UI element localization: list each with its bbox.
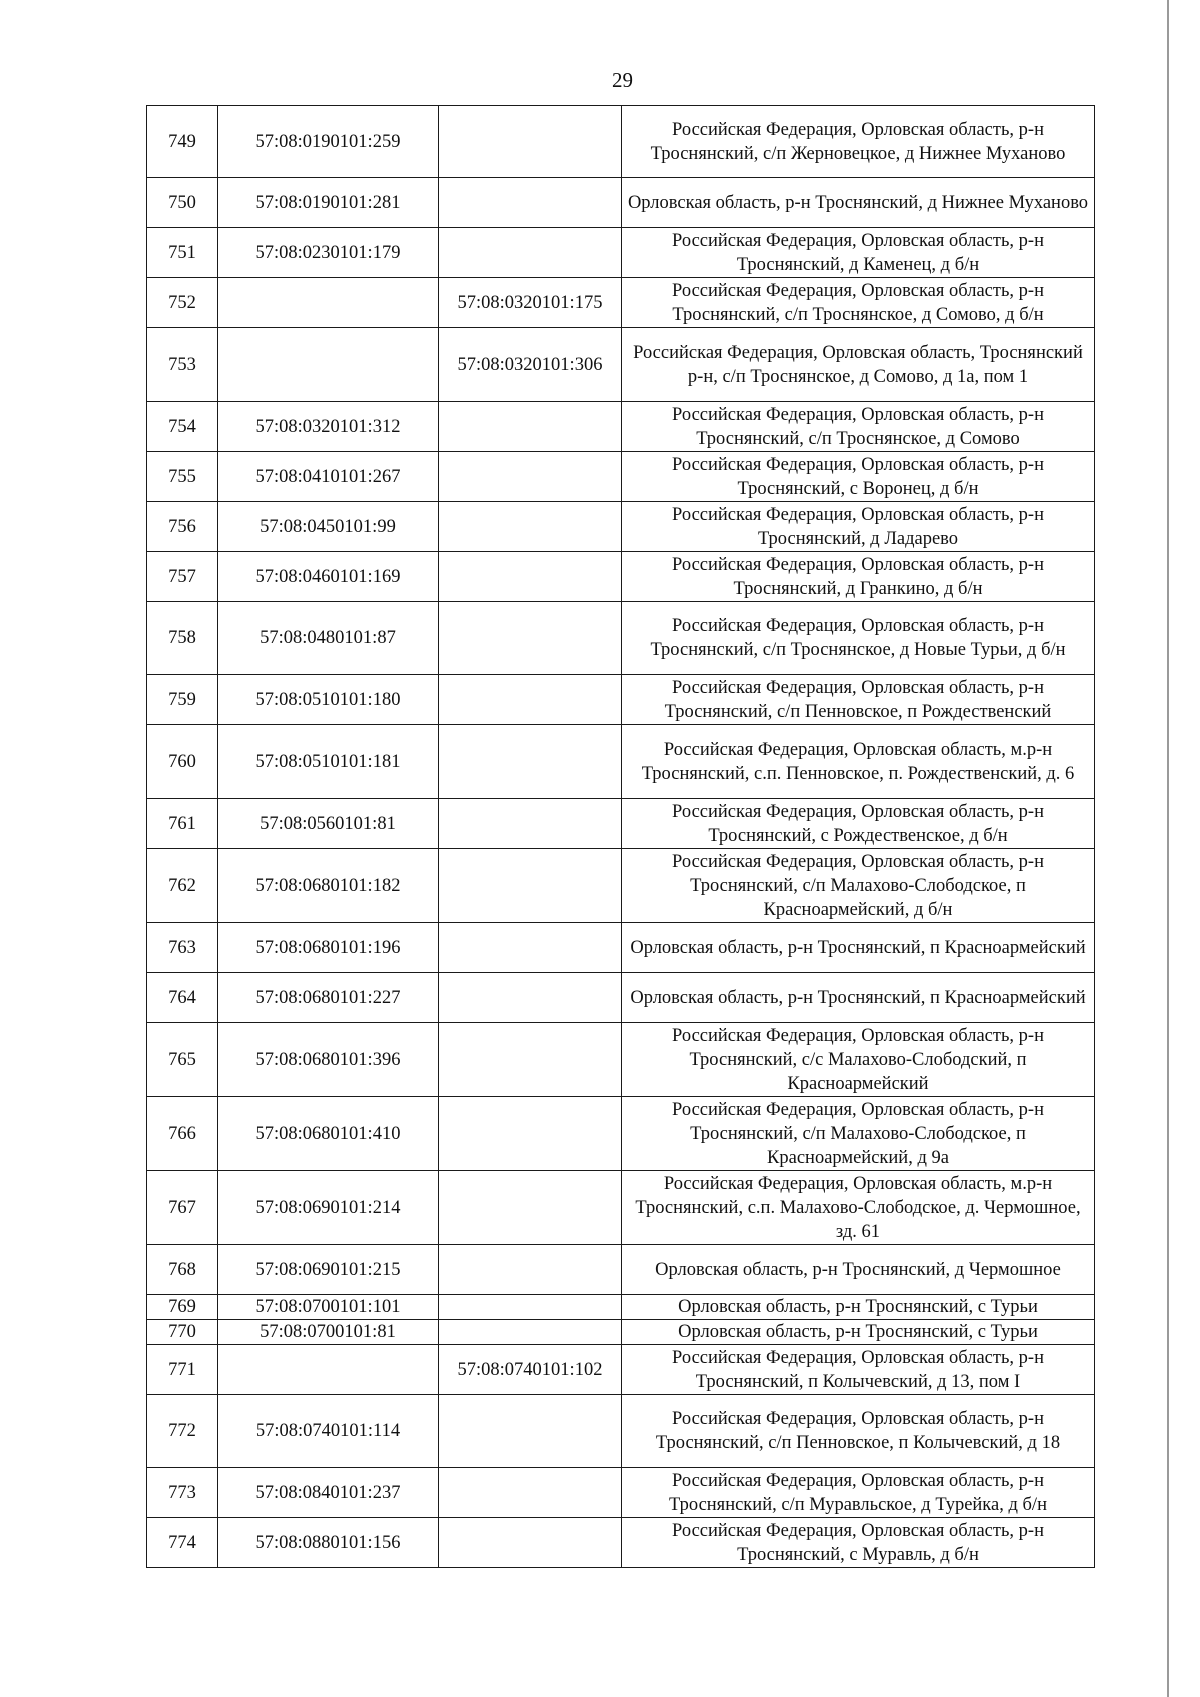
parent-cadastral-number: 57:08:0740101:102 xyxy=(439,1345,622,1395)
scan-edge-rule xyxy=(1167,0,1169,1697)
row-number: 755 xyxy=(147,452,218,502)
address: Российская Федерация, Орловская область, р-н Троснянский, с/п Троснянское, д Сомово xyxy=(622,402,1095,452)
table-row xyxy=(147,402,1095,452)
cadastral-number xyxy=(218,328,439,402)
cadastral-number: 57:08:0460101:169 xyxy=(218,552,439,602)
address: Орловская область, р-н Троснянский, д Чермошное xyxy=(622,1245,1095,1295)
address: Российская Федерация, Орловская область, р-н Троснянский, с/п Малахово-Слободское, п Красноармейский, д б/н xyxy=(622,849,1095,923)
parent-cadastral-number xyxy=(439,1518,622,1568)
cadastral-number: 57:08:0700101:81 xyxy=(218,1320,439,1345)
address: Российская Федерация, Орловская область, р-н Троснянский, д Каменец, д б/н xyxy=(622,228,1095,278)
row-number: 767 xyxy=(147,1171,218,1245)
table-row xyxy=(147,1320,1095,1345)
address: Российская Федерация, Орловская область, р-н Троснянский, с Воронец, д б/н xyxy=(622,452,1095,502)
address: Российская Федерация, Орловская область, р-н Троснянский, с/п Троснянское, д Новые Турьи, д б/н xyxy=(622,602,1095,675)
row-number: 774 xyxy=(147,1518,218,1568)
row-number: 751 xyxy=(147,228,218,278)
cadastral-number: 57:08:0410101:267 xyxy=(218,452,439,502)
cadastral-number: 57:08:0700101:101 xyxy=(218,1295,439,1320)
cadastral-number: 57:08:0690101:214 xyxy=(218,1171,439,1245)
cadastral-number: 57:08:0480101:87 xyxy=(218,602,439,675)
table-row xyxy=(147,1023,1095,1097)
row-number: 771 xyxy=(147,1345,218,1395)
table-row xyxy=(147,328,1095,402)
row-number: 757 xyxy=(147,552,218,602)
table-row xyxy=(147,725,1095,799)
row-number: 752 xyxy=(147,278,218,328)
parent-cadastral-number xyxy=(439,106,622,178)
table-row xyxy=(147,178,1095,228)
address: Российская Федерация, Орловская область, р-н Троснянский, д Гранкино, д б/н xyxy=(622,552,1095,602)
parent-cadastral-number xyxy=(439,228,622,278)
address: Российская Федерация, Орловская область, м.р-н Троснянский, с.п. Пенновское, п. Рождественский, д. 6 xyxy=(622,725,1095,799)
address: Российская Федерация, Орловская область, р-н Троснянский, с/п Жерновецкое, д Нижнее Муханово xyxy=(622,106,1095,178)
parent-cadastral-number xyxy=(439,1245,622,1295)
row-number: 758 xyxy=(147,602,218,675)
table-row xyxy=(147,1468,1095,1518)
parent-cadastral-number xyxy=(439,675,622,725)
row-number: 762 xyxy=(147,849,218,923)
address: Российская Федерация, Орловская область, р-н Троснянский, с/п Троснянское, д Сомово, д б/н xyxy=(622,278,1095,328)
parent-cadastral-number xyxy=(439,1023,622,1097)
cadastral-number: 57:08:0680101:396 xyxy=(218,1023,439,1097)
table-row xyxy=(147,228,1095,278)
row-number: 766 xyxy=(147,1097,218,1171)
table-row xyxy=(147,1097,1095,1171)
parent-cadastral-number xyxy=(439,178,622,228)
row-number: 772 xyxy=(147,1395,218,1468)
table-row xyxy=(147,1345,1095,1395)
row-number: 761 xyxy=(147,799,218,849)
row-number: 768 xyxy=(147,1245,218,1295)
cadastral-number: 57:08:0680101:182 xyxy=(218,849,439,923)
cadastral-number: 57:08:0680101:196 xyxy=(218,923,439,973)
address: Российская Федерация, Орловская область, р-н Троснянский, д Ладарево xyxy=(622,502,1095,552)
address: Орловская область, р-н Троснянский, с Турьи xyxy=(622,1295,1095,1320)
cadastral-number: 57:08:0680101:410 xyxy=(218,1097,439,1171)
row-number: 749 xyxy=(147,106,218,178)
table-row xyxy=(147,1295,1095,1320)
table-row xyxy=(147,1171,1095,1245)
parent-cadastral-number xyxy=(439,452,622,502)
address: Орловская область, р-н Троснянский, п Красноармейский xyxy=(622,973,1095,1023)
cadastral-number: 57:08:0510101:180 xyxy=(218,675,439,725)
table-row xyxy=(147,799,1095,849)
table-row xyxy=(147,106,1095,178)
address: Российская Федерация, Орловская область, р-н Троснянский, с/п Пенновское, п Рождественский xyxy=(622,675,1095,725)
table-row xyxy=(147,502,1095,552)
cadastral-registry-table xyxy=(146,105,1095,1568)
cadastral-number: 57:08:0880101:156 xyxy=(218,1518,439,1568)
address: Орловская область, р-н Троснянский, с Турьи xyxy=(622,1320,1095,1345)
address: Российская Федерация, Орловская область, р-н Троснянский, с/с Малахово-Слободский, п Красноармейский xyxy=(622,1023,1095,1097)
row-number: 764 xyxy=(147,973,218,1023)
row-number: 760 xyxy=(147,725,218,799)
row-number: 753 xyxy=(147,328,218,402)
cadastral-number: 57:08:0510101:181 xyxy=(218,725,439,799)
page-number: 29 xyxy=(612,68,633,92)
parent-cadastral-number xyxy=(439,1295,622,1320)
table-row xyxy=(147,973,1095,1023)
cadastral-number: 57:08:0190101:281 xyxy=(218,178,439,228)
parent-cadastral-number xyxy=(439,402,622,452)
address: Российская Федерация, Орловская область, р-н Троснянский, с/п Пенновское, п Колычевский, д 18 xyxy=(622,1395,1095,1468)
row-number: 763 xyxy=(147,923,218,973)
table-row xyxy=(147,923,1095,973)
row-number: 770 xyxy=(147,1320,218,1345)
parent-cadastral-number xyxy=(439,1171,622,1245)
cadastral-number: 57:08:0690101:215 xyxy=(218,1245,439,1295)
table-row xyxy=(147,1245,1095,1295)
row-number: 773 xyxy=(147,1468,218,1518)
cadastral-number: 57:08:0320101:312 xyxy=(218,402,439,452)
parent-cadastral-number xyxy=(439,552,622,602)
address: Российская Федерация, Орловская область, Троснянский р-н, с/п Троснянское, д Сомово, д 1а, пом 1 xyxy=(622,328,1095,402)
parent-cadastral-number: 57:08:0320101:175 xyxy=(439,278,622,328)
row-number: 754 xyxy=(147,402,218,452)
table-row xyxy=(147,278,1095,328)
parent-cadastral-number: 57:08:0320101:306 xyxy=(439,328,622,402)
row-number: 759 xyxy=(147,675,218,725)
table-row xyxy=(147,452,1095,502)
table-row xyxy=(147,675,1095,725)
cadastral-number: 57:08:0680101:227 xyxy=(218,973,439,1023)
parent-cadastral-number xyxy=(439,725,622,799)
row-number: 769 xyxy=(147,1295,218,1320)
table-row xyxy=(147,1395,1095,1468)
cadastral-number xyxy=(218,1345,439,1395)
address: Российская Федерация, Орловская область, м.р-н Троснянский, с.п. Малахово-Слободское, д. Чермошное, зд. 61 xyxy=(622,1171,1095,1245)
cadastral-number: 57:08:0230101:179 xyxy=(218,228,439,278)
address: Российская Федерация, Орловская область, р-н Троснянский, п Колычевский, д 13, пом I xyxy=(622,1345,1095,1395)
table-row xyxy=(147,1518,1095,1568)
parent-cadastral-number xyxy=(439,602,622,675)
row-number: 765 xyxy=(147,1023,218,1097)
parent-cadastral-number xyxy=(439,973,622,1023)
table-row xyxy=(147,602,1095,675)
parent-cadastral-number xyxy=(439,502,622,552)
row-number: 756 xyxy=(147,502,218,552)
cadastral-number: 57:08:0190101:259 xyxy=(218,106,439,178)
address: Российская Федерация, Орловская область, р-н Троснянский, с Муравль, д б/н xyxy=(622,1518,1095,1568)
parent-cadastral-number xyxy=(439,923,622,973)
parent-cadastral-number xyxy=(439,1097,622,1171)
parent-cadastral-number xyxy=(439,849,622,923)
table-row xyxy=(147,552,1095,602)
cadastral-number: 57:08:0560101:81 xyxy=(218,799,439,849)
table-row xyxy=(147,849,1095,923)
cadastral-number: 57:08:0450101:99 xyxy=(218,502,439,552)
address: Российская Федерация, Орловская область, р-н Троснянский, с Рождественское, д б/н xyxy=(622,799,1095,849)
address: Российская Федерация, Орловская область, р-н Троснянский, с/п Муравльское, д Турейка, д б/н xyxy=(622,1468,1095,1518)
parent-cadastral-number xyxy=(439,1320,622,1345)
address: Российская Федерация, Орловская область, р-н Троснянский, с/п Малахово-Слободское, п Красноармейский, д 9а xyxy=(622,1097,1095,1171)
address: Орловская область, р-н Троснянский, п Красноармейский xyxy=(622,923,1095,973)
cadastral-number xyxy=(218,278,439,328)
parent-cadastral-number xyxy=(439,799,622,849)
cadastral-number: 57:08:0840101:237 xyxy=(218,1468,439,1518)
cadastral-number: 57:08:0740101:114 xyxy=(218,1395,439,1468)
address: Орловская область, р-н Троснянский, д Нижнее Муханово xyxy=(622,178,1095,228)
parent-cadastral-number xyxy=(439,1395,622,1468)
row-number: 750 xyxy=(147,178,218,228)
parent-cadastral-number xyxy=(439,1468,622,1518)
